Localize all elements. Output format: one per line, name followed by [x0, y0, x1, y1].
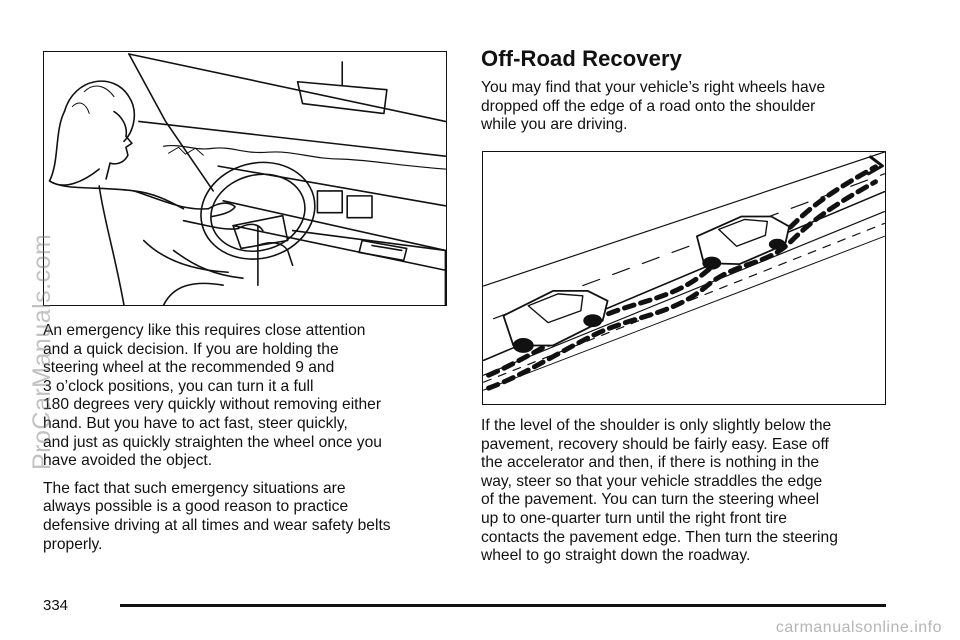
right-column-intro	[481, 79, 891, 144]
off-road-recovery-illustration	[482, 151, 886, 405]
paragraph-recovery-steps: If the level of the shoulder is only slightly below the pavement, recovery should be fairly easy. Ease off the accelerator and then, if there is nothing in the way, steer so that your vehicle straddles the edge of the pavement. You can turn the steering wheel up to one-quarter turn until the right front tire contacts the pavement edge. Then turn the steering wheel to go straight down the roadway.	[481, 417, 838, 565]
footer-rule	[120, 604, 886, 607]
paragraph-emergency-steering: An emergency like this requires close attention and a quick decision. If you are holding the steering wheel at the recommended 9 and 3 o’clock positions, you can turn it a full 180 degrees very quickly without removing either hand. But you have to act fast, steer quickly, and just as quickly straighten the wheel once you have avoided the object.	[43, 322, 382, 470]
section-heading: Off-Road Recovery	[481, 46, 682, 71]
driver-drawing	[44, 52, 446, 305]
paragraph-intro: You may find that your vehicle’s right wheels have dropped off the edge of a road onto the shoulder while you are driving.	[481, 79, 826, 134]
driver-steering-illustration	[43, 51, 447, 306]
road-drawing	[483, 152, 885, 404]
footer-watermark: carmanualsonline.info	[775, 619, 942, 636]
left-column-text	[43, 322, 453, 563]
right-column-body	[481, 417, 891, 575]
side-watermark: ProCarManuals.com	[28, 233, 56, 470]
page-number: 334	[43, 597, 69, 614]
paragraph-defensive-driving: The fact that such emergency situations are always possible is a good reason to practice defensive driving at all times and wear safety belts properly.	[43, 479, 391, 553]
